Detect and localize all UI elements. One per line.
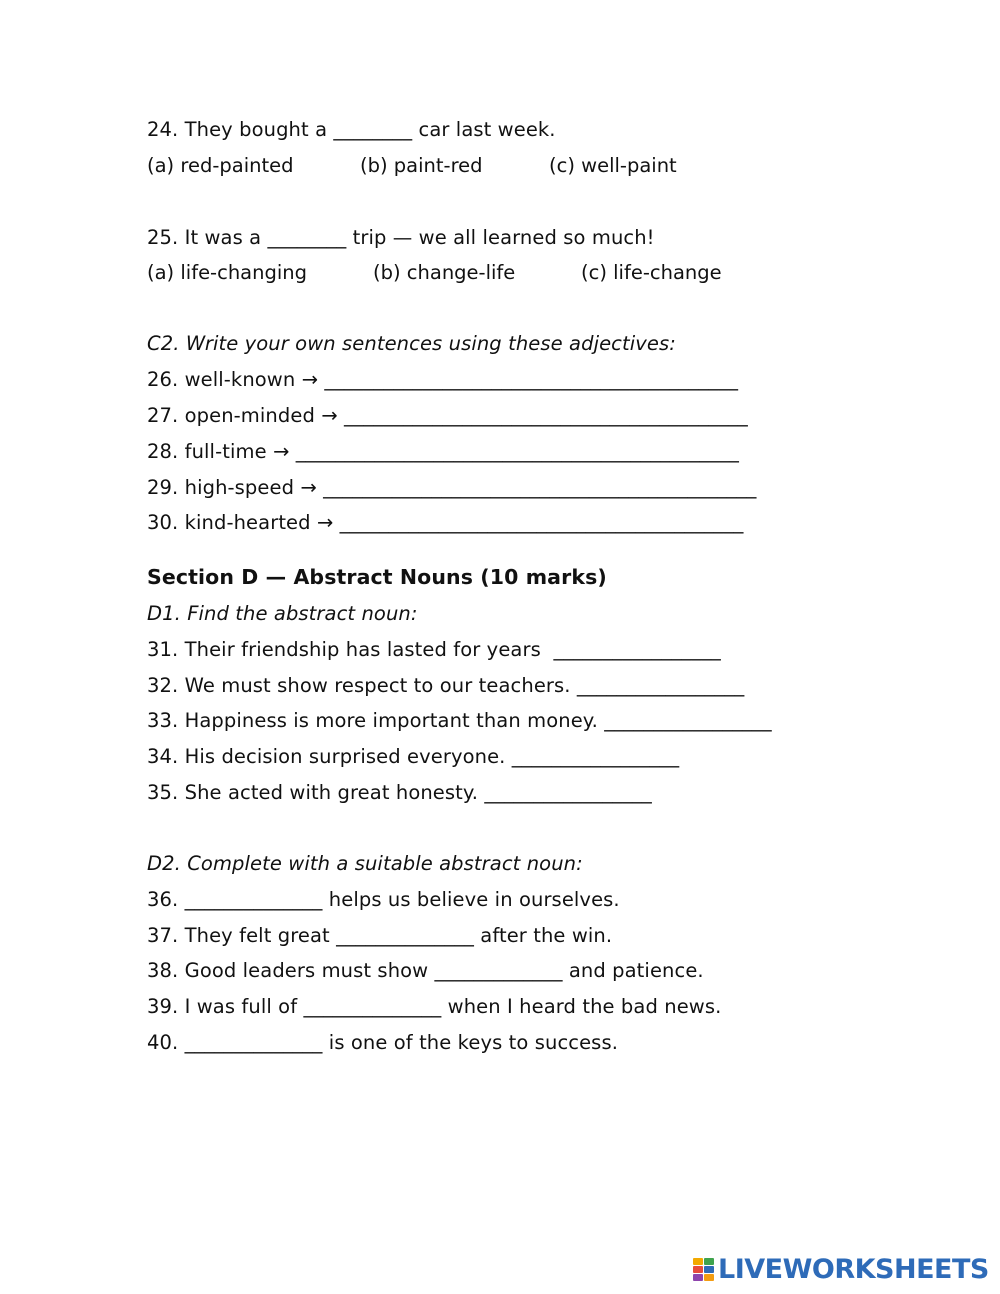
logo-text: LIVEWORKSHEETS: [718, 1253, 989, 1285]
d1-item-31[interactable]: 31. Their friendship has lasted for years _________________: [147, 638, 721, 661]
d2-item-38[interactable]: 38. Good leaders must show _____________ and patience.: [147, 959, 704, 982]
q24-option-a[interactable]: (a) red-painted: [147, 154, 294, 177]
c2-item-29[interactable]: 29. high-speed → ____________________________________________: [147, 476, 757, 499]
c2-item-28[interactable]: 28. full-time → _____________________________________________: [147, 440, 739, 463]
d2-item-39[interactable]: 39. I was full of ______________ when I heard the bad news.: [147, 995, 722, 1018]
d1-item-32[interactable]: 32. We must show respect to our teachers. _________________: [147, 674, 745, 697]
d2-item-40[interactable]: 40. ______________ is one of the keys to success.: [147, 1031, 619, 1054]
question-24: 24. They bought a ________ car last week.: [147, 118, 556, 141]
d1-item-33[interactable]: 33. Happiness is more important than money. _________________: [147, 709, 772, 732]
q25-option-c[interactable]: (c) life-change: [581, 261, 722, 284]
c2-item-30[interactable]: 30. kind-hearted → _________________________________________: [147, 511, 744, 534]
liveworksheets-logo[interactable]: [693, 1255, 989, 1283]
question-25: 25. It was a ________ trip — we all learned so much!: [147, 226, 655, 249]
q25-option-a[interactable]: (a) life-changing: [147, 261, 308, 284]
d1-item-35[interactable]: 35. She acted with great honesty. _________________: [147, 781, 652, 804]
d1-instruction: D1. Find the abstract noun:: [147, 602, 418, 625]
c2-instruction: C2. Write your own sentences using these adjectives:: [147, 332, 676, 355]
logo-blocks-icon: [693, 1258, 714, 1281]
q24-option-b[interactable]: (b) paint-red: [360, 154, 483, 177]
d2-item-37[interactable]: 37. They felt great ______________ after the win.: [147, 924, 613, 947]
q24-option-c[interactable]: (c) well-paint: [549, 154, 677, 177]
q25-option-b[interactable]: (b) change-life: [373, 261, 516, 284]
section-d-title: Section D — Abstract Nouns (10 marks): [147, 565, 607, 589]
d2-item-36[interactable]: 36. ______________ helps us believe in ourselves.: [147, 888, 620, 911]
d1-item-34[interactable]: 34. His decision surprised everyone. _________________: [147, 745, 680, 768]
c2-item-27[interactable]: 27. open-minded → _________________________________________: [147, 404, 748, 427]
c2-item-26[interactable]: 26. well-known → __________________________________________: [147, 368, 739, 391]
d2-instruction: D2. Complete with a suitable abstract noun:: [147, 852, 583, 875]
